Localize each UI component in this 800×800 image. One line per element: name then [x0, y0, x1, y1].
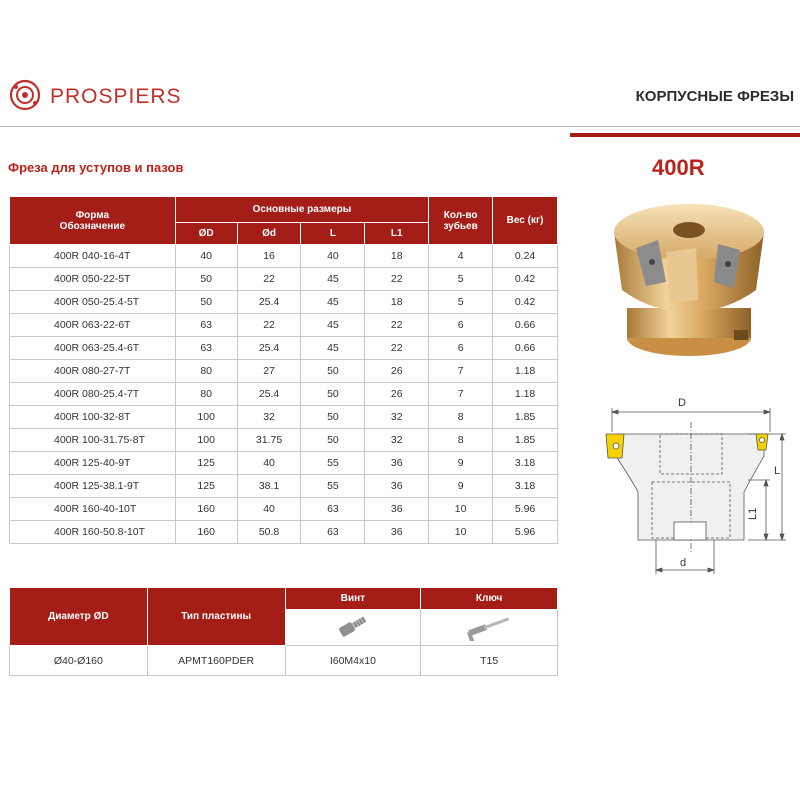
cell-w: 5.96 — [493, 498, 558, 521]
cell-name: 400R 040-16-4T — [10, 245, 176, 268]
cell-D: 125 — [175, 452, 237, 475]
table-row — [10, 521, 558, 544]
col-header-d: Ød — [237, 223, 301, 245]
cell-name: 400R 125-40-9T — [10, 452, 176, 475]
milling-cutter-image — [606, 190, 772, 366]
cell-w: 1.18 — [493, 360, 558, 383]
cell-w: 1.85 — [493, 429, 558, 452]
cell-L1: 26 — [365, 360, 429, 383]
cell-name: 400R 063-25.4-6T — [10, 337, 176, 360]
col-header-designation-label: Обозначение — [59, 220, 126, 232]
cell-z: 8 — [429, 429, 493, 452]
cell-w: 0.42 — [493, 291, 558, 314]
cell-name: 400R 125-38.1-9T — [10, 475, 176, 498]
spec-table-body — [10, 245, 558, 544]
dim-label-d: d — [680, 557, 687, 569]
col-header-main-dims: Основные размеры — [175, 197, 428, 223]
cell-L: 55 — [301, 475, 365, 498]
col-header-D: ØD — [175, 223, 237, 245]
cell-L1: 36 — [365, 498, 429, 521]
cell-D: 100 — [175, 429, 237, 452]
dim-label-L1: L1 — [747, 507, 759, 520]
table-row — [10, 268, 558, 291]
table-row — [10, 406, 558, 429]
product-model: 400R — [652, 155, 705, 180]
cell-w: 1.18 — [493, 383, 558, 406]
col-header-designation — [10, 197, 176, 245]
col-header-weight: Вес (кг) — [493, 197, 558, 245]
cell-name: 400R 080-27-7T — [10, 360, 176, 383]
col-header-L: L — [301, 223, 365, 245]
cell-z: 6 — [429, 314, 493, 337]
cell-D: 160 — [175, 498, 237, 521]
cell-name: 400R 080-25.4-7T — [10, 383, 176, 406]
cell-d: 25.4 — [237, 291, 301, 314]
cell-w: 5.96 — [493, 521, 558, 544]
dimension-drawing — [598, 392, 788, 582]
key-icon — [464, 611, 514, 641]
cell-name: 400R 063-22-6T — [10, 314, 176, 337]
cell-name: 400R 050-25.4-5T — [10, 291, 176, 314]
cell-L1: 36 — [365, 452, 429, 475]
table-row — [10, 360, 558, 383]
table-row — [10, 314, 558, 337]
cell-L: 45 — [301, 337, 365, 360]
cell-D: 160 — [175, 521, 237, 544]
cell-d: 22 — [237, 314, 301, 337]
cell-D: 50 — [175, 268, 237, 291]
cell-L: 50 — [301, 406, 365, 429]
table-row — [10, 337, 558, 360]
cell-D: 63 — [175, 337, 237, 360]
cell-L1: 36 — [365, 521, 429, 544]
dim-label-L: L — [774, 465, 781, 477]
cell-z: 8 — [429, 406, 493, 429]
cell-w: 3.18 — [493, 475, 558, 498]
cell-w: 0.66 — [493, 314, 558, 337]
cell-d: 27 — [237, 360, 301, 383]
table-row — [10, 498, 558, 521]
cell-L1: 22 — [365, 314, 429, 337]
col-header-form: Форма — [75, 209, 110, 221]
cell-L: 63 — [301, 521, 365, 544]
cell-z: 9 — [429, 475, 493, 498]
brand-logo — [8, 77, 198, 113]
cell-z: 4 — [429, 245, 493, 268]
header-divider — [0, 126, 800, 127]
cell-z: 9 — [429, 452, 493, 475]
cell-w: 3.18 — [493, 452, 558, 475]
cell-name: 400R 100-31.75-8T — [10, 429, 176, 452]
cell-D: 80 — [175, 360, 237, 383]
acc-cell-diameter: Ø40-Ø160 — [10, 646, 148, 676]
cell-d: 22 — [237, 268, 301, 291]
acc-cell-screw: I60M4x10 — [285, 646, 421, 676]
cell-L1: 36 — [365, 475, 429, 498]
table-row — [10, 245, 558, 268]
cell-z: 7 — [429, 383, 493, 406]
brand-logo-icon — [8, 77, 44, 113]
cell-d: 25.4 — [237, 337, 301, 360]
cell-d: 38.1 — [237, 475, 301, 498]
cell-L: 45 — [301, 291, 365, 314]
cell-D: 100 — [175, 406, 237, 429]
cell-L1: 18 — [365, 291, 429, 314]
dim-label-D: D — [678, 397, 686, 409]
cell-L: 50 — [301, 383, 365, 406]
cell-L: 50 — [301, 360, 365, 383]
acc-header-key: Ключ — [421, 588, 558, 610]
acc-cell-key: T15 — [421, 646, 558, 676]
acc-header-screw: Винт — [285, 588, 421, 610]
cell-L: 55 — [301, 452, 365, 475]
spec-table — [9, 196, 558, 544]
cell-name: 400R 160-50.8-10T — [10, 521, 176, 544]
cell-d: 32 — [237, 406, 301, 429]
cell-L: 45 — [301, 314, 365, 337]
cell-name: 400R 100-32-8T — [10, 406, 176, 429]
cell-d: 40 — [237, 452, 301, 475]
category-title: КОРПУСНЫЕ ФРЕЗЫ — [635, 88, 794, 105]
col-header-teeth — [429, 197, 493, 245]
screw-icon — [333, 611, 373, 641]
cell-z: 6 — [429, 337, 493, 360]
cell-L1: 26 — [365, 383, 429, 406]
cell-L1: 32 — [365, 429, 429, 452]
cell-name: 400R 050-22-5T — [10, 268, 176, 291]
cell-w: 0.24 — [493, 245, 558, 268]
cell-D: 125 — [175, 475, 237, 498]
acc-header-diameter: Диаметр ØD — [10, 588, 148, 646]
table-row — [10, 452, 558, 475]
cell-z: 5 — [429, 291, 493, 314]
header-accent-line — [570, 133, 800, 137]
table-row — [10, 475, 558, 498]
cell-z: 10 — [429, 521, 493, 544]
table-row — [10, 291, 558, 314]
cell-L1: 32 — [365, 406, 429, 429]
cell-d: 50.8 — [237, 521, 301, 544]
cell-name: 400R 160-40-10T — [10, 498, 176, 521]
cell-D: 50 — [175, 291, 237, 314]
cell-z: 5 — [429, 268, 493, 291]
cell-D: 63 — [175, 314, 237, 337]
cell-z: 7 — [429, 360, 493, 383]
screw-image — [285, 610, 421, 646]
table-row — [10, 429, 558, 452]
acc-cell-insert: APMT160PDER — [147, 646, 285, 676]
accessories-table — [9, 587, 558, 676]
table-row — [10, 383, 558, 406]
cell-d: 16 — [237, 245, 301, 268]
cell-w: 0.66 — [493, 337, 558, 360]
cell-d: 31.75 — [237, 429, 301, 452]
cell-L1: 22 — [365, 268, 429, 291]
acc-header-insert: Тип пластины — [147, 588, 285, 646]
cell-w: 0.42 — [493, 268, 558, 291]
cell-D: 40 — [175, 245, 237, 268]
cell-L: 50 — [301, 429, 365, 452]
cell-D: 80 — [175, 383, 237, 406]
cell-d: 25.4 — [237, 383, 301, 406]
brand-name: PROSPIERS — [50, 85, 182, 108]
cell-d: 40 — [237, 498, 301, 521]
col-header-teeth-line2: зубьев — [443, 220, 478, 232]
cell-L: 45 — [301, 268, 365, 291]
product-subtitle: Фреза для уступов и пазов — [8, 160, 184, 175]
cell-w: 1.85 — [493, 406, 558, 429]
col-header-teeth-line1: Кол-во — [443, 209, 478, 221]
cell-L: 40 — [301, 245, 365, 268]
cell-L: 63 — [301, 498, 365, 521]
col-header-L1: L1 — [365, 223, 429, 245]
cell-L1: 18 — [365, 245, 429, 268]
cell-z: 10 — [429, 498, 493, 521]
cell-L1: 22 — [365, 337, 429, 360]
key-image — [421, 610, 558, 646]
